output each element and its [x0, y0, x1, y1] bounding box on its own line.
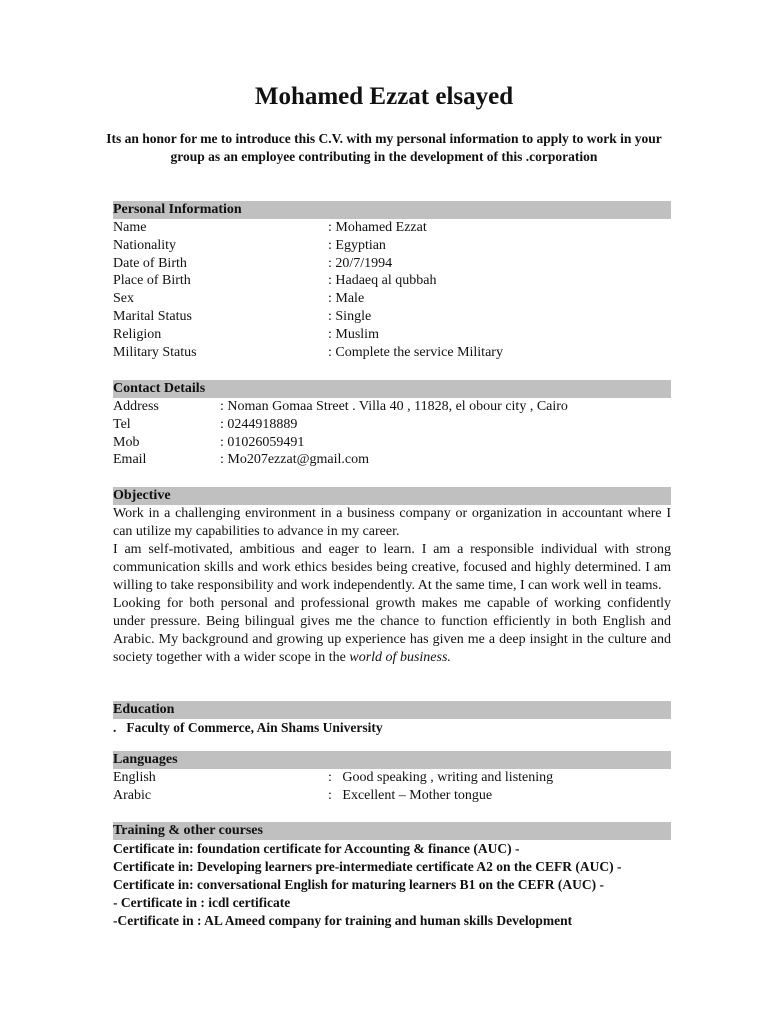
education-item-text: Faculty of Commerce, Ain Shams University [126, 720, 383, 735]
field-value: : Male [328, 291, 365, 307]
field-label: Date of Birth [113, 255, 187, 271]
field-value: : Muslim [328, 326, 379, 342]
languages-section [113, 751, 671, 805]
personal-row [113, 290, 671, 308]
intro-text: Its an honor for me to introduce this C.V. with my personal information to apply to work in your group as an employee contributing in the development of this .corporation [106, 131, 662, 164]
personal-row [113, 255, 671, 273]
field-value: : 20/7/1994 [328, 255, 393, 271]
field-value: : Single [328, 308, 372, 324]
objective-heading: Objective [113, 487, 671, 505]
field-value: : Complete the service Military [328, 344, 503, 360]
field-label: Religion [113, 326, 162, 342]
contact-row [113, 451, 671, 469]
field-label: Nationality [113, 237, 176, 253]
field-label: Tel [113, 416, 131, 432]
language-row [113, 787, 671, 805]
field-label[interactable]: Email [113, 452, 147, 468]
training-section [113, 822, 671, 930]
field-value: : 01026059491 [220, 434, 305, 450]
field-value: : Mohamed Ezzat [328, 220, 427, 235]
training-item: Certificate in: conversational English for maturing learners B1 on the CEFR (AUC) - [113, 877, 604, 892]
field-label: Address [113, 399, 159, 414]
field-label: Military Status [113, 344, 197, 360]
training-heading: Training & other courses [113, 822, 671, 840]
contact-row [113, 398, 671, 416]
objective-paragraph-3 [113, 595, 671, 667]
personal-row [113, 344, 671, 362]
language-level: : Good speaking , writing and listening [328, 770, 554, 785]
contact-details-heading: Contact Details [113, 380, 671, 398]
language-name: English [113, 770, 156, 785]
field-label: Name [113, 220, 147, 235]
personal-row [113, 272, 671, 290]
personal-row [113, 237, 671, 255]
field-value: : 0244918889 [220, 416, 298, 432]
objective-paragraph-2: I am self-motivated, ambitious and eager to learn. I am a responsible individual with strong communication skills and work ethics besides being creative, focused and highly determined. I am willing to take responsibility and work independently. At the same time, I can work well in teams. [113, 542, 671, 593]
languages-heading: Languages [113, 751, 671, 769]
personal-row [113, 326, 671, 344]
email-value[interactable]: : Mo207ezzat@gmail.com [220, 452, 369, 468]
personal-information-section [113, 201, 671, 361]
training-item: Certificate in: foundation certificate for Accounting & finance (AUC) - [113, 841, 520, 856]
field-label: Sex [113, 291, 134, 307]
training-item: Certificate in: Developing learners pre-intermediate certificate A2 on the CEFR (AUC) - [113, 859, 622, 874]
contact-details-section [113, 380, 671, 469]
training-item: -Certificate in : AL Ameed company for training and human skills Development [113, 913, 573, 928]
objective-emphasis: world of business. [349, 650, 451, 665]
training-item: - Certificate in : icdl certificate [113, 895, 291, 910]
language-name: Arabic [113, 787, 152, 803]
field-label: Place of Birth [113, 273, 191, 289]
field-value: : Hadaeq al qubbah [328, 273, 437, 289]
personal-row [113, 308, 671, 326]
contact-row [113, 416, 671, 434]
bullet-mark: . [113, 720, 117, 735]
personal-row [113, 219, 671, 237]
cv-name-title: Mohamed Ezzat elsayed [254, 83, 514, 110]
language-level: : Excellent – Mother tongue [328, 787, 493, 803]
objective-paragraph-1: Work in a challenging environment in a business company or organization in accountant where I can utilize my capabilities to advance in my career. [113, 506, 671, 539]
education-heading: Education [113, 701, 671, 719]
language-row [113, 769, 671, 787]
objective-paragraph-3-text: Looking for both personal and professional growth makes me capable of working confidently under pressure. Being bilingual gives me the chance to function efficiently in both English and Arabic. My background and growing up experience has given me a deep insight in the culture and society together with a wider scope in the [113, 596, 671, 665]
field-label: Marital Status [113, 308, 192, 324]
personal-information-heading: Personal Information [113, 201, 671, 219]
field-value: : Egyptian [328, 237, 386, 253]
objective-section [113, 487, 671, 667]
field-label: Mob [113, 434, 140, 450]
field-value: : Noman Gomaa Street . Villa 40 , 11828, el obour city , Cairo [220, 399, 568, 414]
contact-row [113, 434, 671, 452]
education-item [113, 719, 671, 737]
education-section [113, 701, 671, 737]
